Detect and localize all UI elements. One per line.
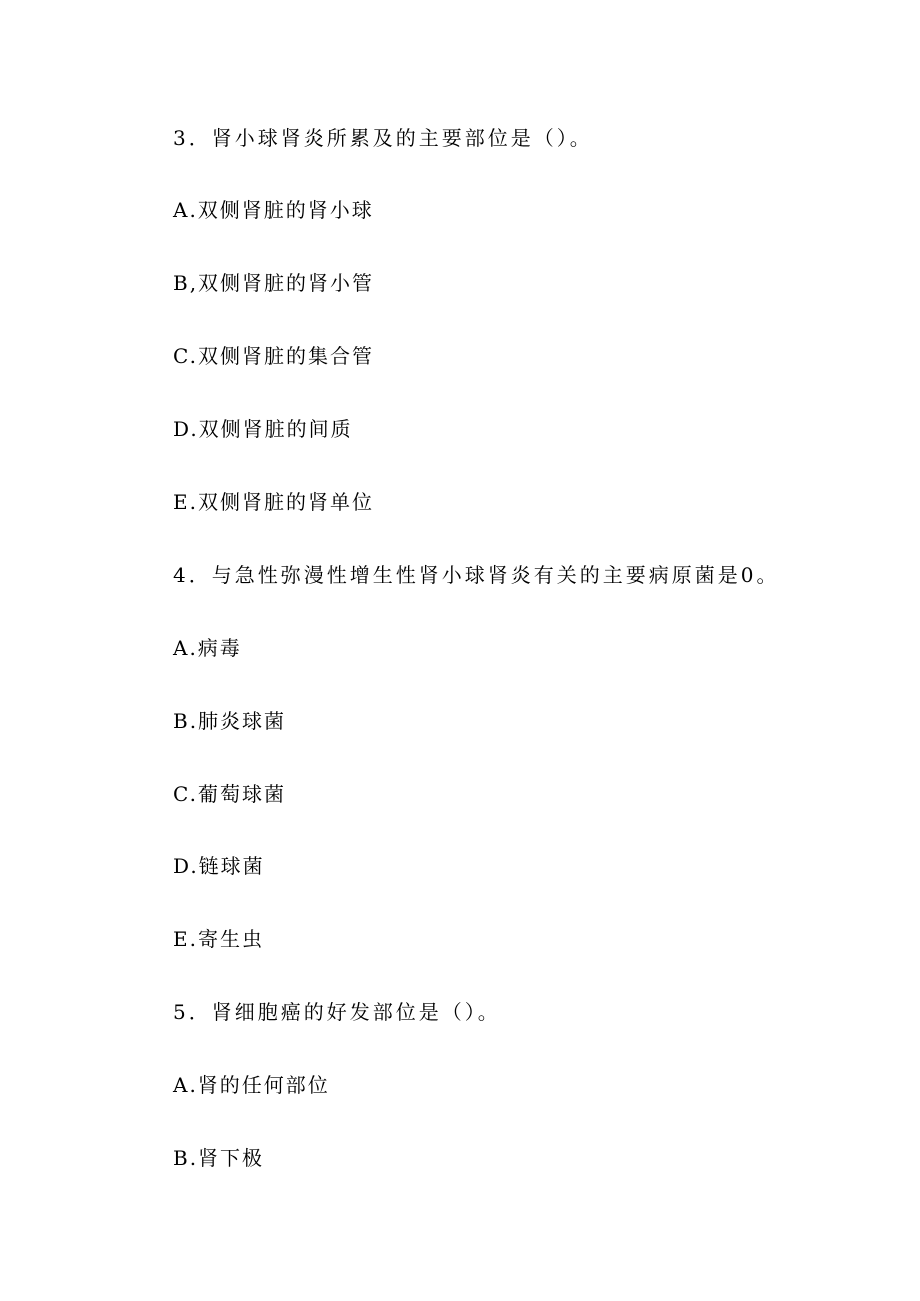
question-4-option-b: B.肺炎球菌: [173, 709, 287, 733]
question-4-stem: 4．与急性弥漫性增生性肾小球肾炎有关的主要病原菌是0。: [173, 563, 780, 587]
question-3-option-e: E.双侧肾脏的肾单位: [173, 490, 374, 514]
question-5-option-a: A.肾的任何部位: [173, 1073, 330, 1097]
question-4-option-c: C.葡萄球菌: [173, 782, 286, 806]
question-4-option-e: E.寄生虫: [173, 927, 264, 951]
question-3-option-d: D.双侧肾脏的间质: [173, 417, 353, 441]
question-4-option-d: D.链球菌: [173, 854, 265, 878]
question-5-option-b: B.肾下极: [173, 1146, 265, 1170]
question-3-option-b: B,双侧肾脏的肾小管: [173, 271, 375, 295]
question-3-option-c: C.双侧肾脏的集合管: [173, 344, 374, 368]
question-3-stem: 3．肾小球肾炎所累及的主要部位是（）。: [173, 126, 593, 150]
question-4-option-a: A.病毒: [173, 636, 242, 660]
question-5-stem: 5．肾细胞癌的好发部位是（）。: [173, 1000, 501, 1024]
question-3-option-a: A.双侧肾脏的肾小球: [173, 198, 374, 222]
